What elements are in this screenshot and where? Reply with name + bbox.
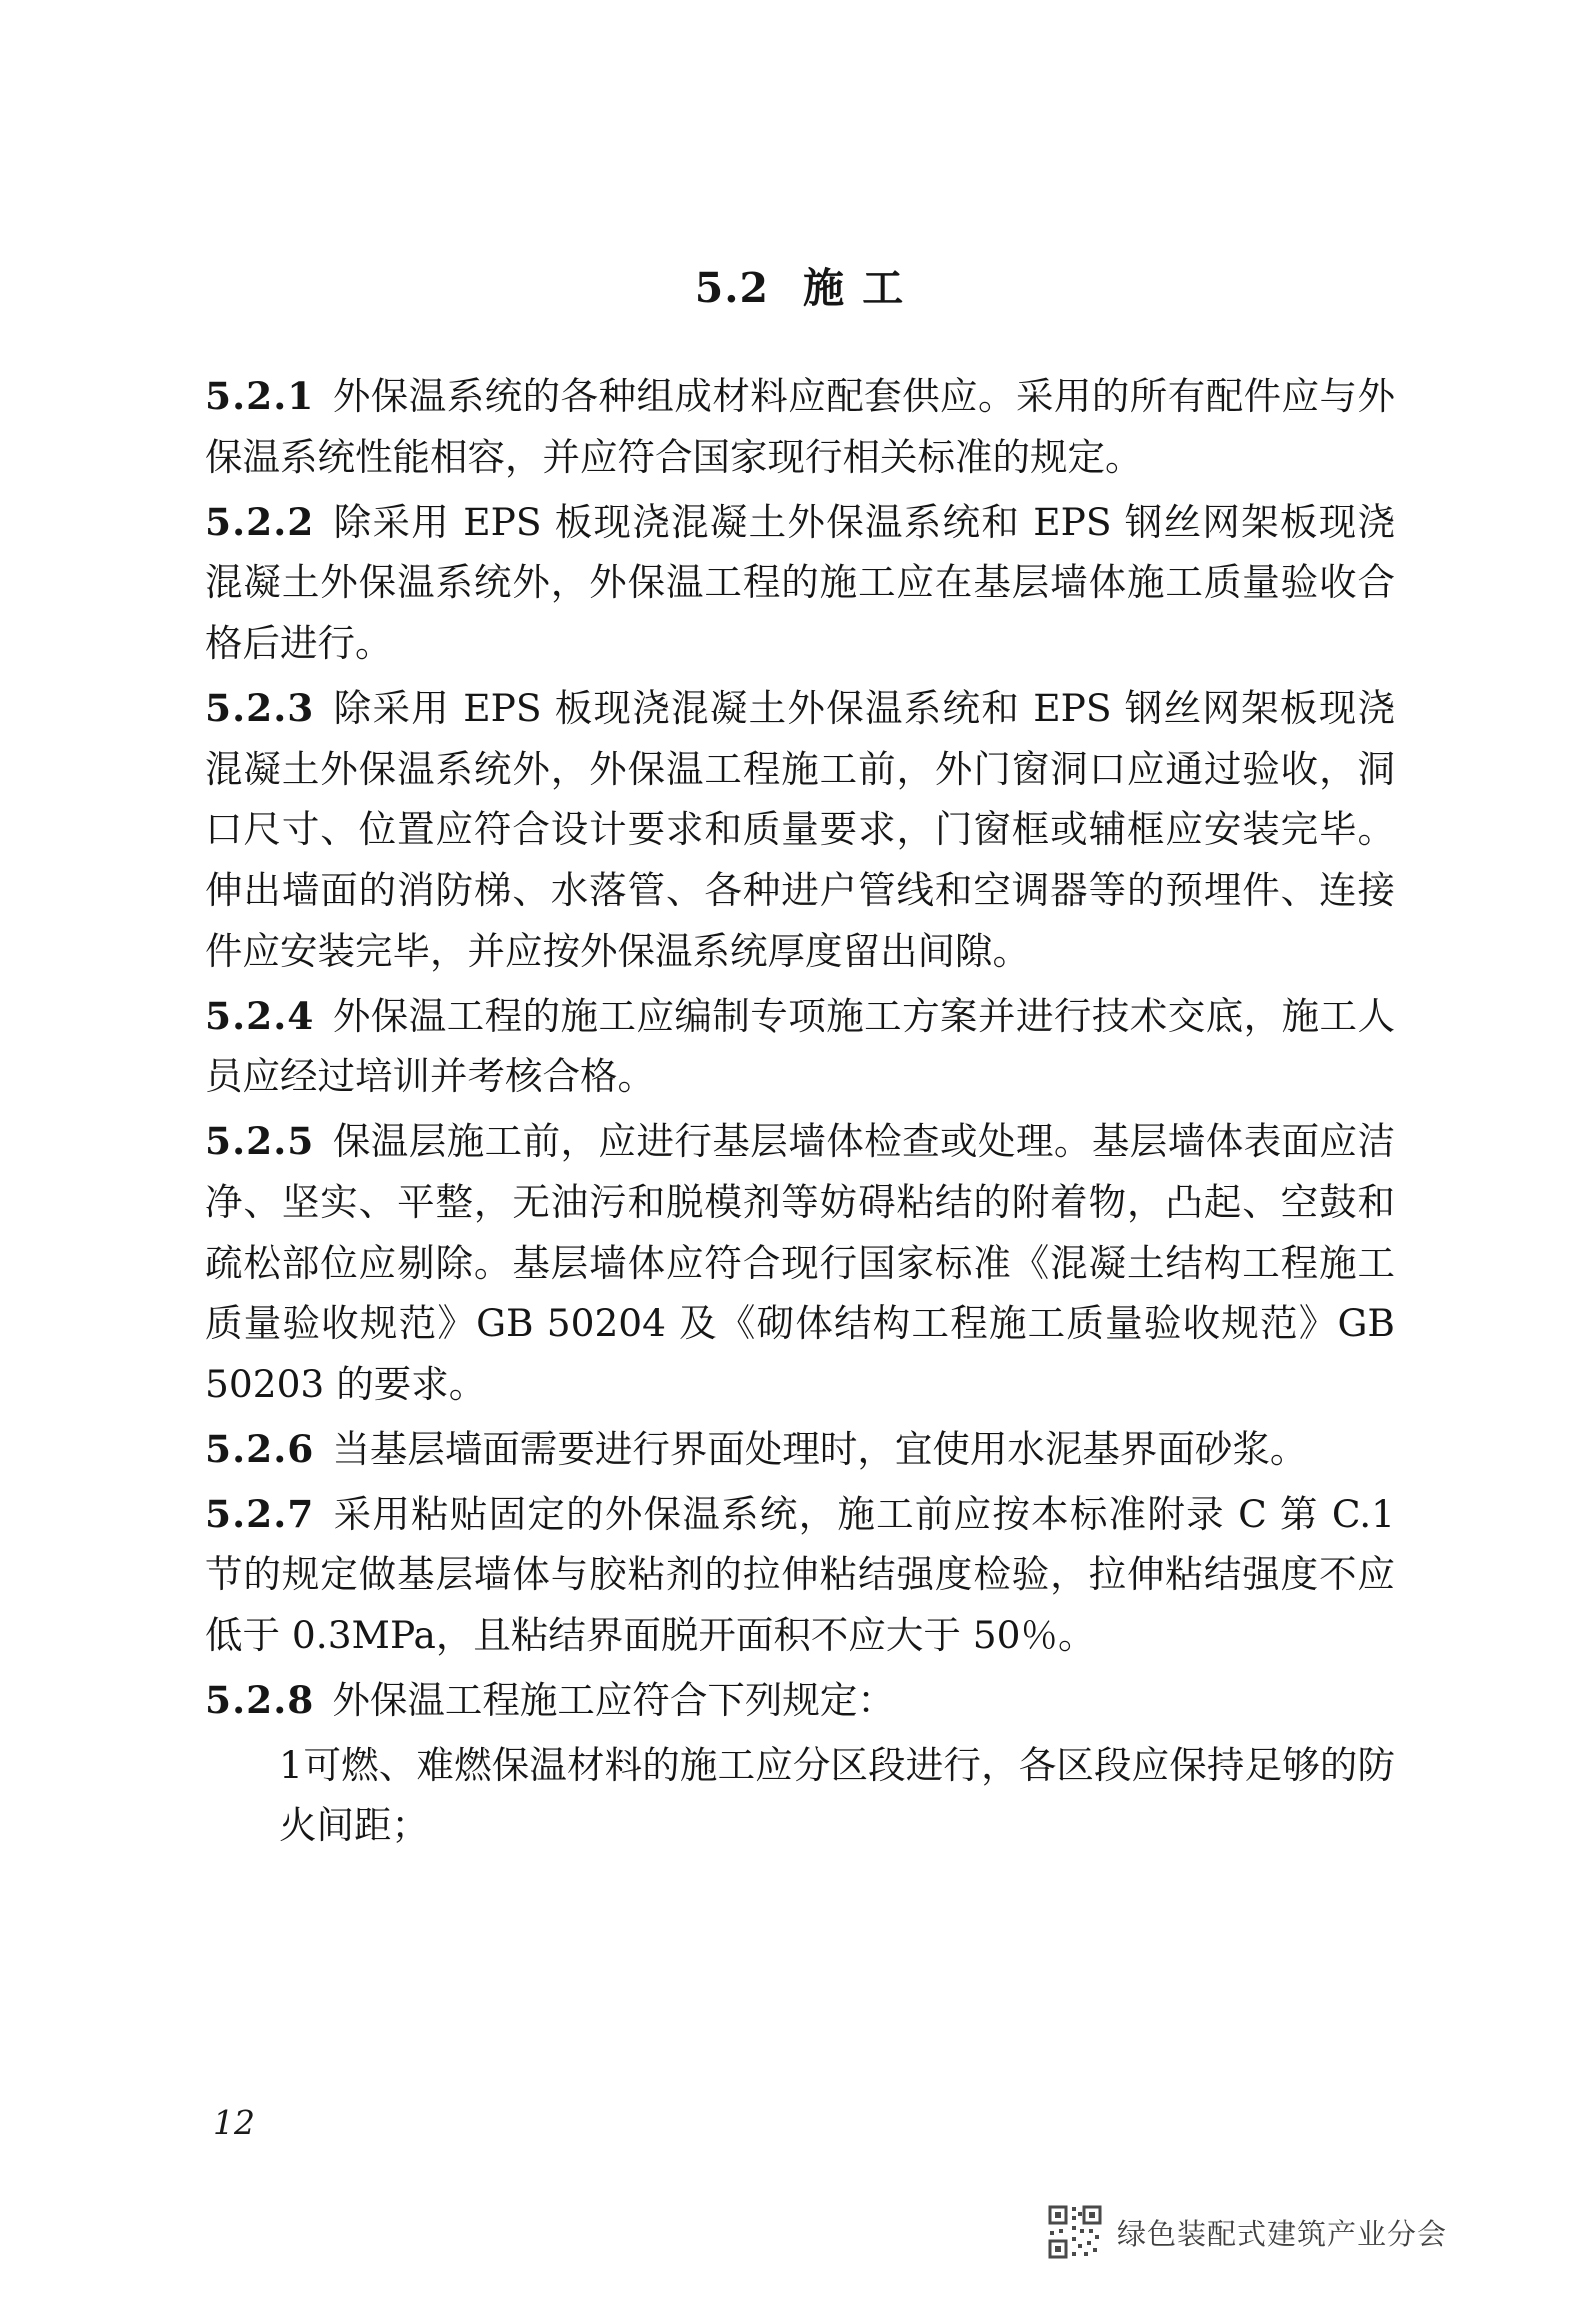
clause-5-2-7 xyxy=(205,1484,1395,1666)
clause-label: 5.2.7 xyxy=(205,1491,315,1536)
clause-label: 5.2.2 xyxy=(205,499,315,544)
clause-label: 5.2.8 xyxy=(205,1677,315,1722)
clause-label: 5.2.6 xyxy=(205,1426,315,1471)
footer-watermark xyxy=(1047,2204,1447,2260)
section-heading xyxy=(205,255,1395,314)
clause-label: 5.2.5 xyxy=(205,1119,315,1163)
clause-text: 外保温工程施工应符合下列规定： xyxy=(332,1677,895,1722)
watermark-text: 绿色装配式建筑产业分会 xyxy=(1116,2216,1447,2251)
clause-text: 采用粘贴固定的外保温系统，施工前应按本标准附录 C 第 C.1 节的规定做基层墙体与胶粘剂的拉伸粘结强度检验，拉伸粘结强度不应低于 0.3MPa，且粘结界面脱开面积不应大于 50％。 xyxy=(205,1491,1395,1657)
sub-item-1 xyxy=(205,1735,1395,1857)
clause-5-2-4 xyxy=(205,986,1395,1108)
clause-text: 外保温系统的各种组成材料应配套供应。采用的所有配件应与外保温系统性能相容，并应符合国家现行相关标准的规定。 xyxy=(205,374,1395,479)
clause-5-2-6 xyxy=(205,1419,1395,1480)
clause-text: 外保温工程的施工应编制专项施工方案并进行技术交底，施工人员应经过培训并考核合格。 xyxy=(205,993,1395,1099)
clause-text: 除采用 EPS 板现浇混凝土外保温系统和 EPS 钢丝网架板现浇混凝土外保温系统外，外保温工程的施工应在基层墙体施工质量验收合格后进行。 xyxy=(205,499,1395,665)
clause-text: 保温层施工前，应进行基层墙体检查或处理。基层墙体表面应洁净、坚实、平整，无油污和脱模剂等妨碍粘结的附着物，凸起、空鼓和疏松部位应剔除。基层墙体应符合现行国家标准《混凝土结构工程施工质量验收规范》GB 50204 及《砌体结构工程施工质量验收规范》GB 50203 的要求。 xyxy=(205,1119,1395,1406)
clause-5-2-3 xyxy=(205,678,1395,982)
clause-5-2-1 xyxy=(205,366,1395,488)
qr-code-icon xyxy=(1047,2204,1103,2260)
page-number: 12 xyxy=(213,2103,255,2142)
clause-5-2-2 xyxy=(205,492,1395,674)
clause-label: 5.2.1 xyxy=(205,374,315,418)
clause-text: 除采用 EPS 板现浇混凝土外保温系统和 EPS 钢丝网架板现浇混凝土外保温系统外，外保温工程施工前，外门窗洞口应通过验收，洞口尺寸、位置应符合设计要求和质量要求，门窗框或辅框应安装完毕。伸出墙面的消防梯、水落管、各种进户管线和空调器等的预埋件、连接件应安装完毕，并应按外保温系统厚度留出间隙。 xyxy=(205,685,1395,973)
clause-label: 5.2.3 xyxy=(205,685,315,730)
section-title-text: 施 工 xyxy=(803,264,906,312)
section-number: 5.2 xyxy=(694,264,770,312)
clause-5-2-8 xyxy=(205,1670,1395,1731)
clause-text: 当基层墙面需要进行界面处理时，宜使用水泥基界面砂浆。 xyxy=(332,1426,1308,1471)
clause-label: 5.2.4 xyxy=(205,993,315,1038)
sub-item-label: 1 xyxy=(279,1742,304,1787)
sub-item-text: 可燃、难燃保温材料的施工应分区段进行，各区段应保持足够的防火间距； xyxy=(279,1742,1395,1848)
clause-5-2-5 xyxy=(205,1111,1395,1415)
page-content xyxy=(205,255,1395,1860)
